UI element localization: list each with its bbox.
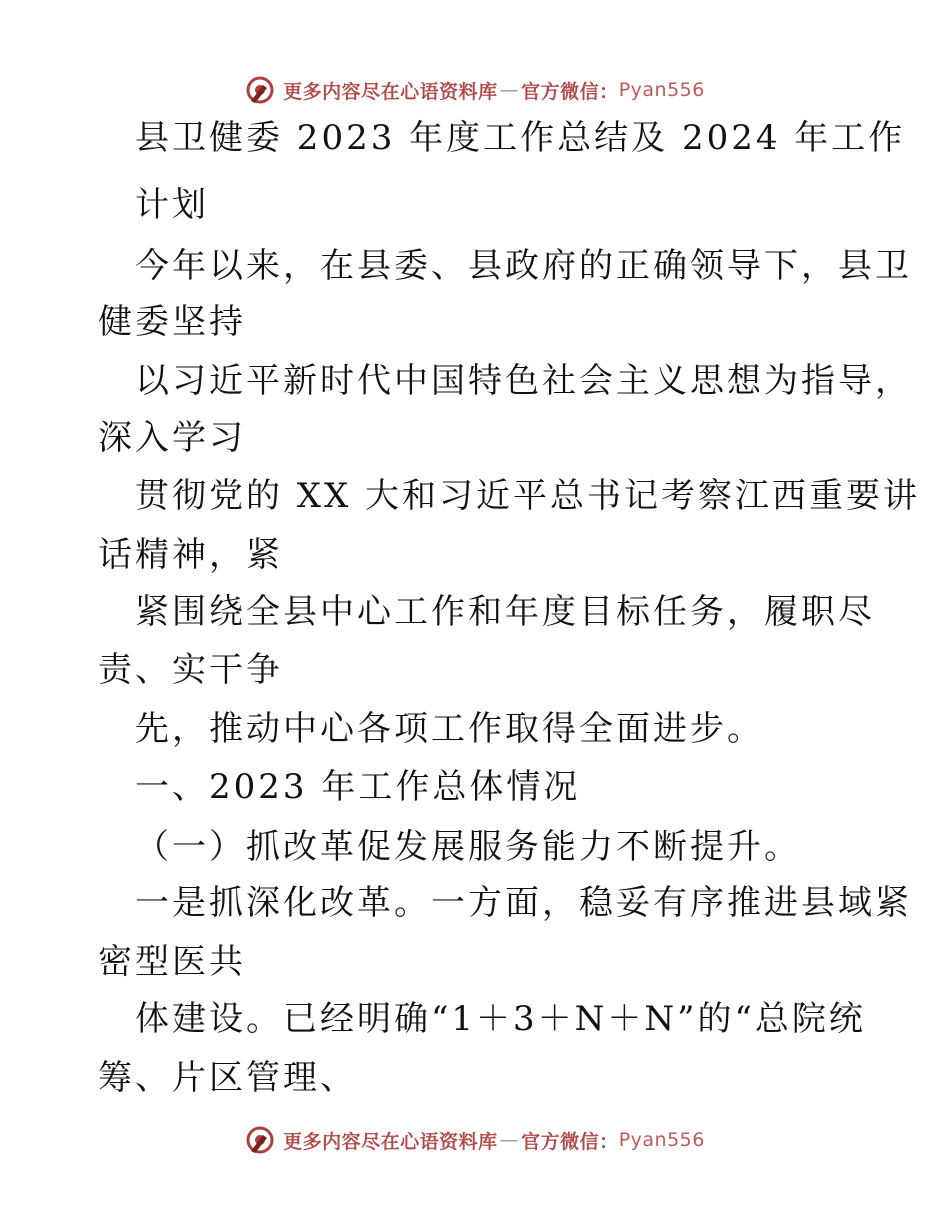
paragraph-line: 健委坚持 bbox=[98, 302, 246, 342]
header-watermark bbox=[0, 70, 950, 110]
watermark-suffix: 官方微信： bbox=[521, 80, 619, 103]
paragraph-line: 贯彻党的 XX 大和习近平总书记考察江西重要讲 bbox=[135, 476, 921, 516]
paragraph-line: 紧围绕全县中心工作和年度目标任务，履职尽 bbox=[135, 592, 875, 632]
footer-watermark bbox=[0, 1120, 950, 1160]
document-title-line-2: 计划 bbox=[135, 185, 209, 225]
watermark-text: 更多内容尽在心语资料库 bbox=[283, 1130, 498, 1153]
paragraph-line: 密型医共 bbox=[98, 942, 246, 982]
watermark-separator: — bbox=[499, 1129, 520, 1151]
watermark-wechat-id: Pyan556 bbox=[618, 79, 705, 101]
pen-logo-icon bbox=[245, 75, 275, 105]
paragraph-line: 以习近平新时代中国特色社会主义思想为指导， bbox=[135, 361, 912, 401]
watermark-separator: — bbox=[499, 79, 520, 101]
paragraph-line: 责、实干争 bbox=[98, 650, 283, 690]
document-title-line-1: 县卫健委 2023 年度工作总结及 2024 年工作 bbox=[135, 118, 906, 158]
watermark-wechat-id: Pyan556 bbox=[618, 1129, 705, 1151]
paragraph-line: 一是抓深化改革。一方面，稳妥有序推进县域紧 bbox=[135, 883, 912, 923]
subsection-heading: （一）抓改革促发展服务能力不断提升。 bbox=[135, 827, 801, 867]
paragraph-line: 筹、片区管理、 bbox=[98, 1058, 357, 1098]
watermark-text: 更多内容尽在心语资料库 bbox=[283, 80, 498, 103]
paragraph-line: 话精神，紧 bbox=[98, 535, 283, 575]
pen-logo-icon bbox=[245, 1125, 275, 1155]
paragraph-line: 今年以来，在县委、县政府的正确领导下，县卫 bbox=[135, 246, 912, 286]
watermark-suffix: 官方微信： bbox=[521, 1130, 619, 1153]
paragraph-line: 体建设。已经明确“1＋3＋N＋N”的“总院统 bbox=[135, 999, 866, 1039]
paragraph-line: 深入学习 bbox=[98, 418, 246, 458]
section-heading: 一、2023 年工作总体情况 bbox=[135, 767, 581, 807]
paragraph-line: 先，推动中心各项工作取得全面进步。 bbox=[135, 709, 764, 749]
